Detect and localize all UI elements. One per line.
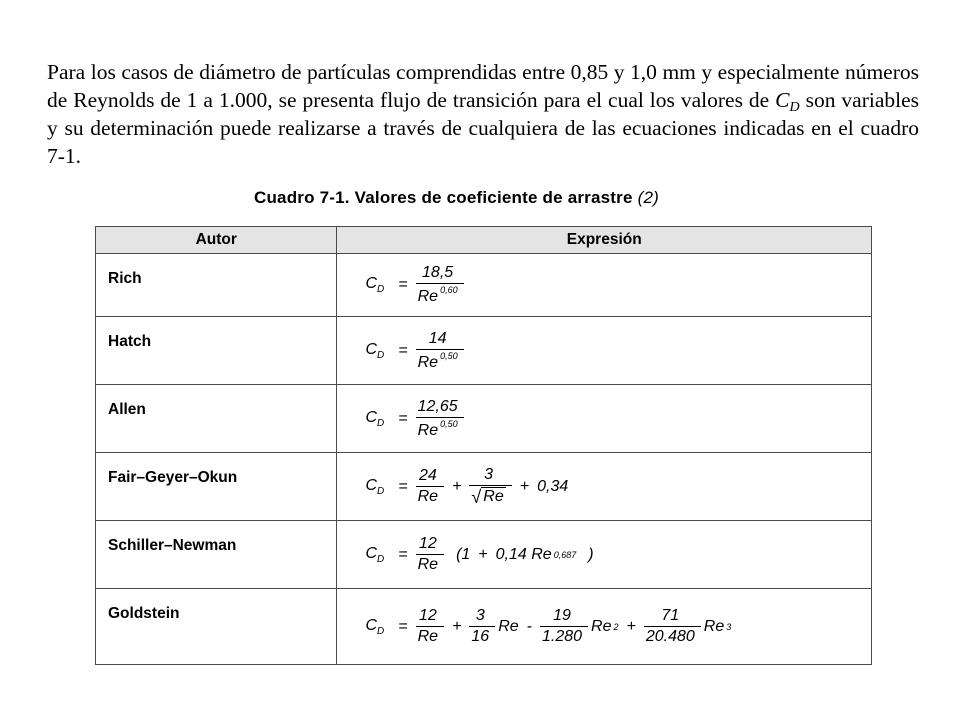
square-root-icon: √ Re [471, 486, 504, 507]
expression-cell [337, 385, 872, 453]
formula-allen: $C_D$ = $\frac{12,65}{Re ^{0,50}}$ [365, 398, 463, 440]
formula-hatch: $C_D$ = $\frac{14}{Re ^{0,50}}$ [365, 330, 463, 372]
author-cell: Goldstein [96, 589, 337, 665]
table-caption [254, 188, 659, 208]
expression-cell [337, 254, 872, 317]
formula-fair-geyer-okun: $C_D$ = $\frac{24}{Re}$ + 3 √ Re + 0,34 [365, 465, 569, 507]
author-cell: Schiller–Newman [96, 521, 337, 589]
header-expression: Expresión [337, 227, 872, 254]
author-cell: Hatch [96, 317, 337, 385]
table-row [96, 254, 872, 317]
table-row [96, 589, 872, 665]
table-header-row [96, 227, 872, 254]
formula-schiller-newman: $C_D$ = $\frac{12}{Re}$ (1 + 0,14 Re 0,687 ) [365, 535, 594, 573]
expression-cell [337, 521, 872, 589]
paragraph-text-1: Para los casos de diámetro de partículas comprendidas entre 0,85 y 1,0 mm y especialmente números de Reynolds de 1 a 1.000, se presenta flujo de transición para el cual los valores de [47, 59, 919, 112]
table-row [96, 453, 872, 521]
intro-paragraph [47, 58, 919, 170]
caption-text: Cuadro 7-1. Valores de coeficiente de arrastre [254, 188, 633, 207]
expression-cell [337, 317, 872, 385]
table-row [96, 521, 872, 589]
author-cell: Allen [96, 385, 337, 453]
expression-cell [337, 589, 872, 665]
formula-goldstein: $C_D$ = $\frac{12}{Re}$ + $\frac{3}{16}$ Re - $\frac{19}{1.280}$ Re 2 + $\frac{71}{20.480}$ Re 3 [365, 607, 732, 645]
drag-coefficient-table [95, 226, 872, 665]
cd-symbol: $C_D$ [775, 87, 800, 115]
caption-reference: (2) [637, 188, 659, 207]
table-row [96, 385, 872, 453]
table-row [96, 317, 872, 385]
author-cell: Rich [96, 254, 337, 317]
header-author: Autor [96, 227, 337, 254]
paragraph-text-2: son variables y su determinación puede realizarse a través de cualquiera de las ecuaciones indicadas en el cuadro 7-1. [47, 87, 920, 168]
formula-rich: $C_D$ = $\frac{18,5}{Re ^{0,60}}$ [365, 264, 463, 306]
expression-cell [337, 453, 872, 521]
author-cell: Fair–Geyer–Okun [96, 453, 337, 521]
